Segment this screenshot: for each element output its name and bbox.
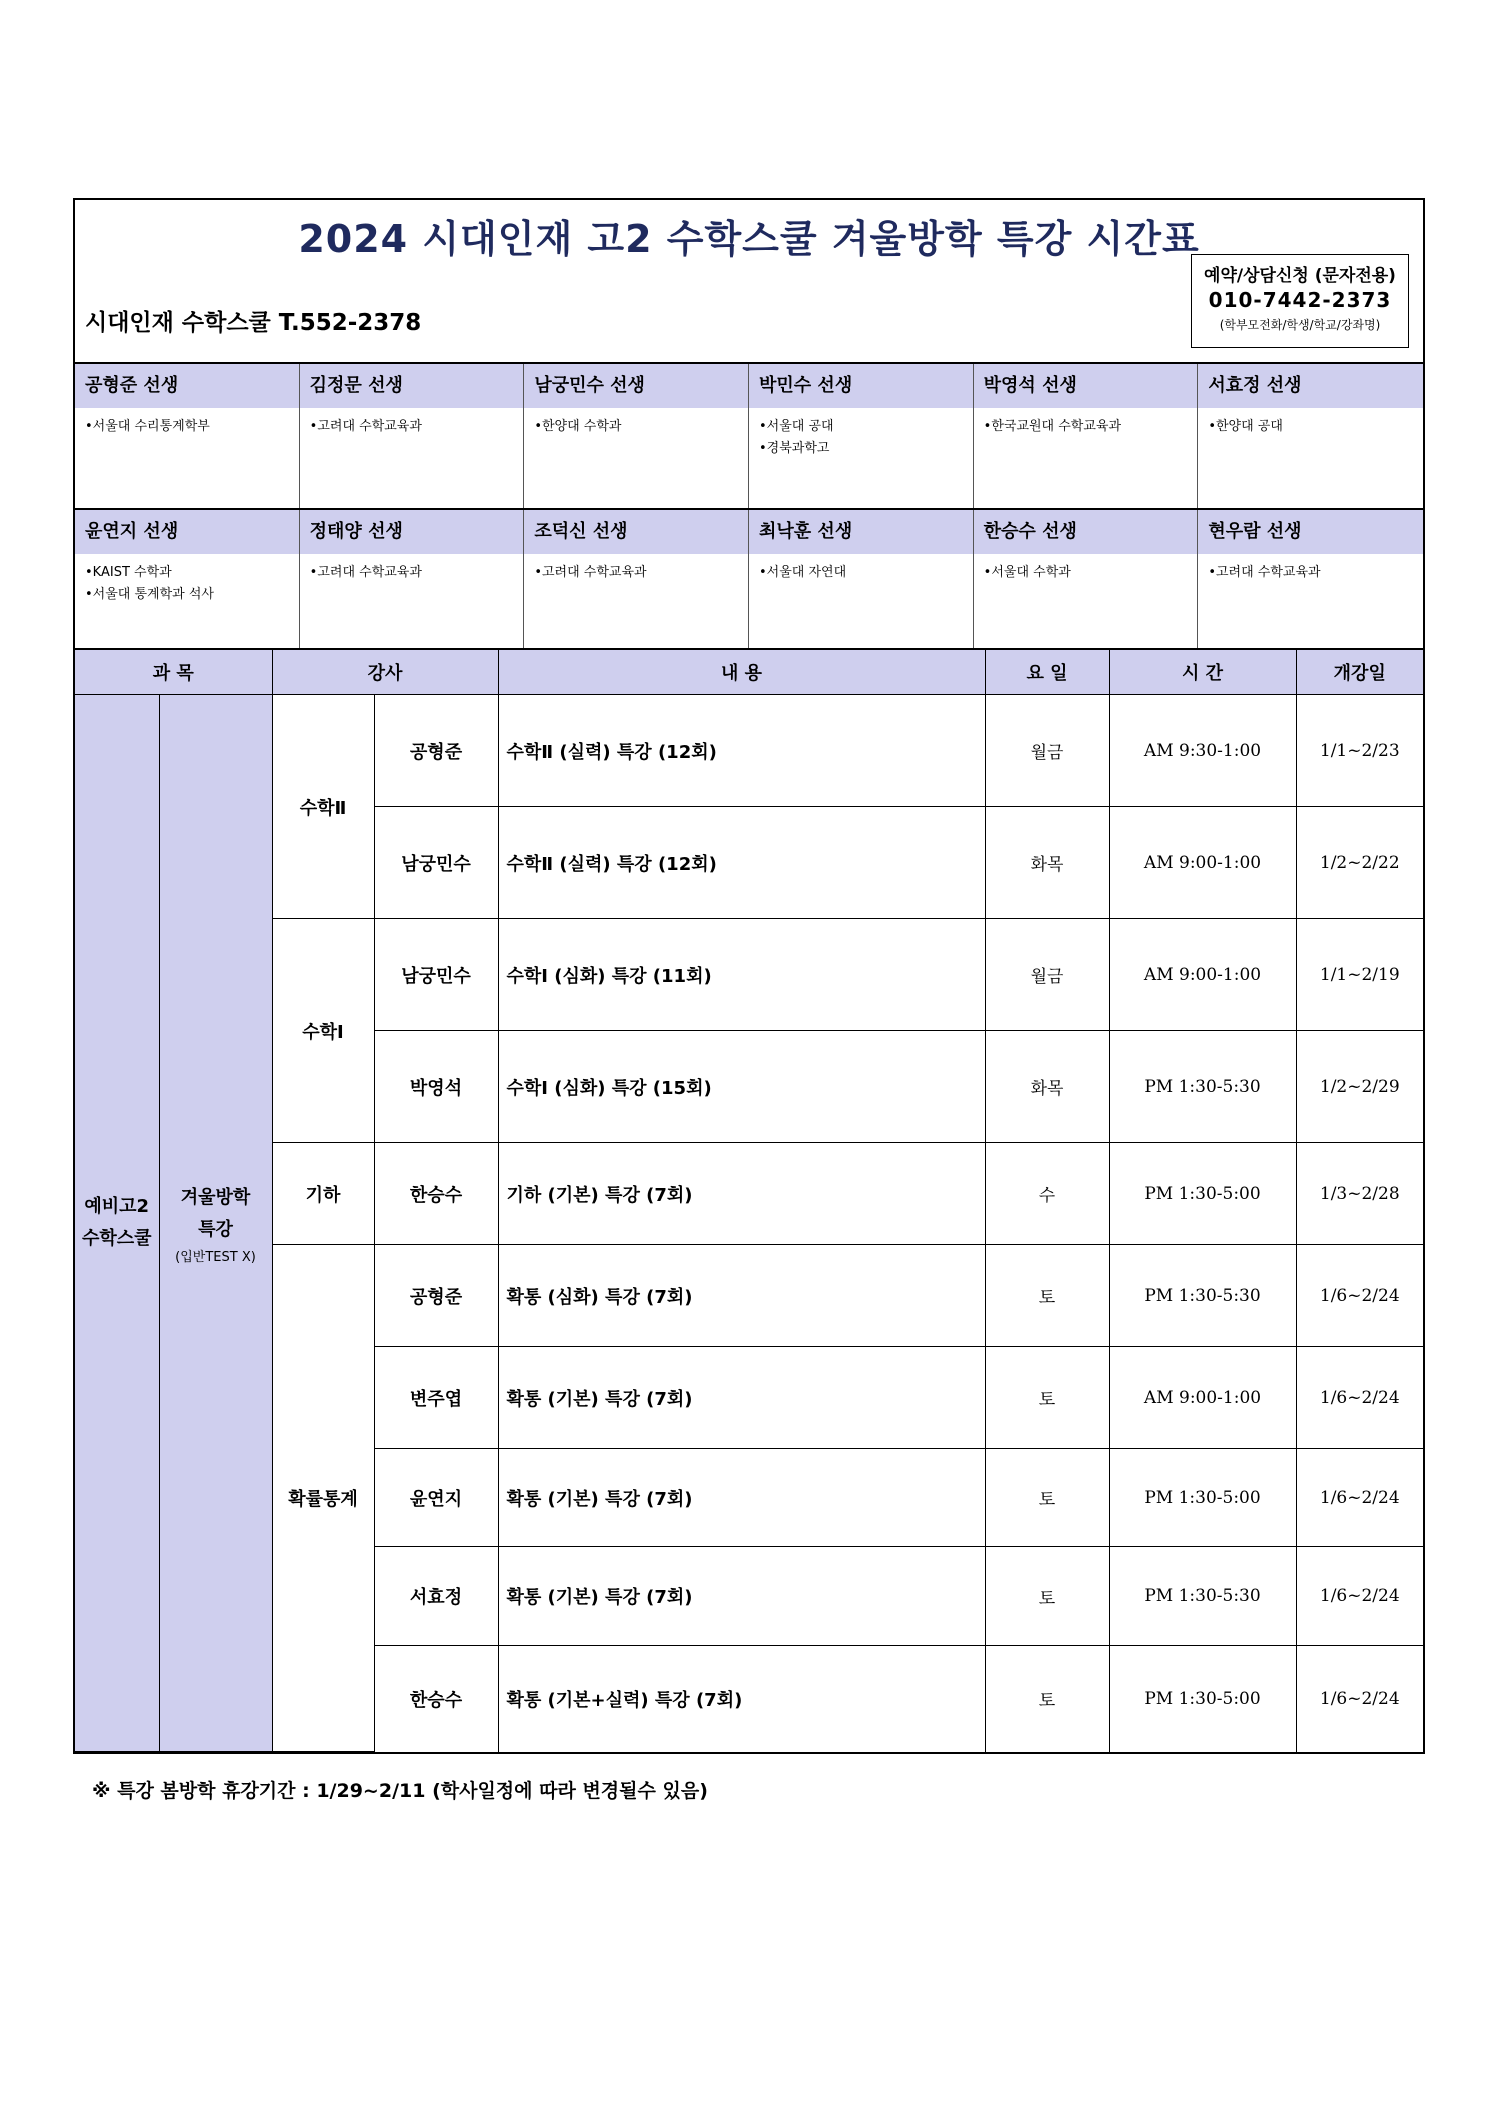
teacher-desc (974, 408, 1198, 508)
teacher-desc-line: •한국교원대 수학교육과 (983, 419, 1122, 434)
teacher-desc-line: •서울대 통계학과 석사 (85, 587, 214, 602)
teacher-card (300, 510, 525, 648)
teacher-card (1198, 510, 1423, 648)
teacher-name: 박영석 선생 (974, 364, 1198, 408)
reservation-note: (학부모전화/학생/학교/강좌명) (1219, 318, 1381, 332)
header-subject: 과 목 (75, 650, 272, 695)
teacher-name: 최낙훈 선생 (749, 510, 973, 554)
schedule-table (75, 650, 1423, 1752)
course-cell (159, 695, 272, 1752)
header-day: 요 일 (985, 650, 1109, 695)
subject-math2: 수학Ⅱ (272, 695, 374, 919)
row-content: 수학Ⅱ (실력) 특강 (12회) (498, 807, 985, 919)
teacher-grid-row-1 (75, 364, 1423, 510)
row-day: 토 (985, 1646, 1109, 1752)
row-time: PM 1:30-5:00 (1109, 1143, 1296, 1245)
row-time: AM 9:00-1:00 (1109, 807, 1296, 919)
row-time: PM 1:30-5:30 (1109, 1547, 1296, 1646)
teacher-name: 윤연지 선생 (75, 510, 299, 554)
row-content: 확통 (기본) 특강 (7회) (498, 1547, 985, 1646)
row-time: PM 1:30-5:30 (1109, 1031, 1296, 1143)
row-start: 1/6~2/24 (1296, 1245, 1423, 1347)
subject-geometry: 기하 (272, 1143, 374, 1245)
teacher-name: 김정문 선생 (300, 364, 524, 408)
subject-prob: 확률통계 (272, 1245, 374, 1752)
row-start: 1/1~2/19 (1296, 919, 1423, 1031)
group-cell (75, 695, 159, 1752)
row-teacher: 윤연지 (374, 1449, 498, 1547)
row-day: 월금 (985, 919, 1109, 1031)
document-header (75, 200, 1423, 364)
teacher-grid-row-2 (75, 510, 1423, 650)
row-day: 화목 (985, 1031, 1109, 1143)
subject-math1: 수학Ⅰ (272, 919, 374, 1143)
table-row (75, 919, 1423, 1031)
row-start: 1/6~2/24 (1296, 1449, 1423, 1547)
teacher-card (1198, 364, 1423, 508)
reservation-phone: 010-7442-2373 (1208, 288, 1392, 312)
teacher-desc-line: •한양대 공대 (1208, 419, 1283, 434)
page-title: 2024 시대인재 고2 수학스쿨 겨울방학 특강 시간표 (298, 217, 1200, 261)
row-teacher: 남궁민수 (374, 919, 498, 1031)
teacher-name: 공형준 선생 (75, 364, 299, 408)
teacher-card (75, 364, 300, 508)
teacher-desc (300, 408, 524, 508)
teacher-desc-line: •KAIST 수학과 (85, 565, 172, 580)
row-start: 1/3~2/28 (1296, 1143, 1423, 1245)
row-content: 확통 (기본) 특강 (7회) (498, 1449, 985, 1547)
footer-note: ※ 특강 봄방학 휴강기간 : 1/29~2/11 (학사일정에 따라 변경될수 있음) (92, 1780, 708, 1802)
header-start: 개강일 (1296, 650, 1423, 695)
teacher-desc-line: •고려대 수학교육과 (309, 419, 422, 434)
row-teacher: 한승수 (374, 1646, 498, 1752)
teacher-desc (300, 554, 524, 648)
header-teacher: 강사 (272, 650, 498, 695)
row-time: AM 9:00-1:00 (1109, 919, 1296, 1031)
teacher-card (749, 510, 974, 648)
row-start: 1/2~2/29 (1296, 1031, 1423, 1143)
teacher-card (974, 510, 1199, 648)
teacher-desc-line: •경북과학고 (759, 441, 830, 456)
teacher-desc (974, 554, 1198, 648)
teacher-desc-line: •고려대 수학교육과 (534, 565, 647, 580)
row-day: 토 (985, 1347, 1109, 1449)
row-start: 1/6~2/24 (1296, 1547, 1423, 1646)
row-time: PM 1:30-5:30 (1109, 1245, 1296, 1347)
group-label: 예비고2 수학스쿨 (81, 1196, 152, 1249)
teacher-desc (524, 408, 748, 508)
row-day: 월금 (985, 695, 1109, 807)
row-day: 토 (985, 1449, 1109, 1547)
reservation-box (1191, 254, 1409, 348)
row-content: 확통 (기본+실력) 특강 (7회) (498, 1646, 985, 1752)
table-row (75, 695, 1423, 807)
row-teacher: 공형준 (374, 695, 498, 807)
row-teacher: 박영석 (374, 1031, 498, 1143)
row-time: AM 9:30-1:00 (1109, 695, 1296, 807)
row-day: 화목 (985, 807, 1109, 919)
row-teacher: 남궁민수 (374, 807, 498, 919)
row-teacher: 변주엽 (374, 1347, 498, 1449)
teacher-name: 박민수 선생 (749, 364, 973, 408)
teacher-desc (1198, 554, 1423, 648)
teacher-desc (75, 554, 299, 648)
school-contact: 시대인재 수학스쿨 T.552-2378 (85, 310, 422, 336)
header-content: 내 용 (498, 650, 985, 695)
row-start: 1/6~2/24 (1296, 1347, 1423, 1449)
row-day: 토 (985, 1245, 1109, 1347)
teacher-desc (749, 554, 973, 648)
row-content: 수학Ⅰ (심화) 특강 (11회) (498, 919, 985, 1031)
teacher-card (75, 510, 300, 648)
row-start: 1/1~2/23 (1296, 695, 1423, 807)
teacher-desc-line: •서울대 수학과 (983, 565, 1071, 580)
teacher-card (300, 364, 525, 508)
row-teacher: 공형준 (374, 1245, 498, 1347)
row-day: 토 (985, 1547, 1109, 1646)
row-content: 수학Ⅱ (실력) 특강 (12회) (498, 695, 985, 807)
course-label: 겨울방학 특강 (180, 1186, 251, 1240)
teacher-card (524, 510, 749, 648)
teacher-card (524, 364, 749, 508)
row-time: PM 1:30-5:00 (1109, 1646, 1296, 1752)
teacher-name: 남궁민수 선생 (524, 364, 748, 408)
table-row (75, 1143, 1423, 1245)
teacher-card (974, 364, 1199, 508)
teacher-name: 서효정 선생 (1198, 364, 1423, 408)
teacher-desc (524, 554, 748, 648)
teacher-desc-line: •고려대 수학교육과 (1208, 565, 1321, 580)
teacher-name: 정태양 선생 (300, 510, 524, 554)
row-teacher: 서효정 (374, 1547, 498, 1646)
row-start: 1/2~2/22 (1296, 807, 1423, 919)
row-start: 1/6~2/24 (1296, 1646, 1423, 1752)
reservation-label: 예약/상담신청 (문자전용) (1204, 266, 1396, 286)
teacher-desc-line: •서울대 수리통계학부 (85, 419, 210, 434)
teacher-card (749, 364, 974, 508)
teacher-desc-line: •한양대 수학과 (534, 419, 622, 434)
row-content: 수학Ⅰ (심화) 특강 (15회) (498, 1031, 985, 1143)
teacher-desc (1198, 408, 1423, 508)
row-time: AM 9:00-1:00 (1109, 1347, 1296, 1449)
row-content: 확통 (기본) 특강 (7회) (498, 1347, 985, 1449)
teacher-desc-line: •고려대 수학교육과 (309, 565, 422, 580)
teacher-name: 한승수 선생 (974, 510, 1198, 554)
schedule-document (73, 198, 1425, 1754)
row-day: 수 (985, 1143, 1109, 1245)
table-row (75, 1245, 1423, 1347)
teacher-desc (75, 408, 299, 508)
header-time: 시 간 (1109, 650, 1296, 695)
teacher-desc-line: •서울대 자연대 (759, 565, 847, 580)
row-time: PM 1:30-5:00 (1109, 1449, 1296, 1547)
table-header-row (75, 650, 1423, 695)
teacher-name: 현우람 선생 (1198, 510, 1423, 554)
teacher-desc-line: •서울대 공대 (759, 419, 834, 434)
row-content: 기하 (기본) 특강 (7회) (498, 1143, 985, 1245)
row-content: 확통 (심화) 특강 (7회) (498, 1245, 985, 1347)
teacher-desc (749, 408, 973, 508)
course-note: (입반TEST X) (175, 1249, 256, 1265)
teacher-name: 조덕신 선생 (524, 510, 748, 554)
row-teacher: 한승수 (374, 1143, 498, 1245)
